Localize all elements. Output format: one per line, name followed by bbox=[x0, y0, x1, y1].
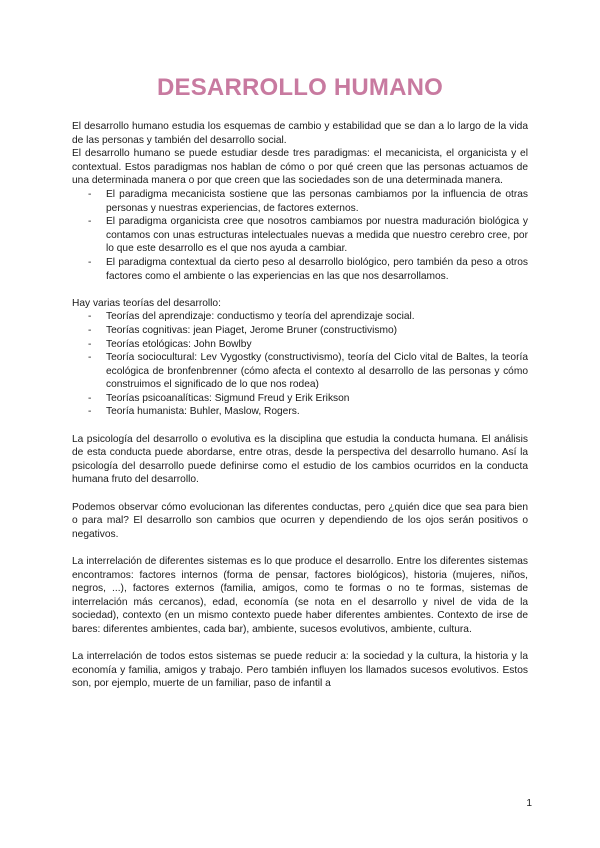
paragraph-spacer bbox=[72, 541, 528, 555]
list-item-theory-cognitive: - Teorías cognitivas: jean Piaget, Jerome Bruner (constructivismo) bbox=[106, 324, 528, 338]
intro-paragraph-1: El desarrollo humano estudia los esquemas de cambio y estabilidad que se dan a lo largo de la vida de las personas y también del desarrollo social. bbox=[72, 121, 528, 146]
page-number: 1 bbox=[526, 798, 532, 809]
list-item-theory-learning: - Teorías del aprendizaje: conductismo y teoría del aprendizaje social. bbox=[106, 310, 528, 324]
theories-intro: Hay varias teorías del desarrollo: bbox=[72, 297, 221, 309]
paradigms-list bbox=[72, 188, 528, 283]
theories-list bbox=[72, 310, 528, 419]
list-item-paradigm-contextual: - El paradigma contextual da cierto peso al desarrollo biológico, pero también da peso a otros factores como el ambiente o las experiencias en las que nos desarrollamos. bbox=[106, 256, 528, 283]
paragraph-spacer bbox=[72, 419, 528, 433]
list-item-theory-sociocultural: - Teoría sociocultural: Lev Vygostky (constructivismo), teoría del Ciclo vital de Baltes, la teoría ecológica de bronfenbrenner (cómo afecta el contexto al desarrollo de las personas y cómo construimos el significado de lo que nos rodea) bbox=[106, 351, 528, 392]
systems-paragraph: La interrelación de diferentes sistemas es lo que produce el desarrollo. Entre los diferentes sistemas encontramos: factores internos (forma de pensar, factores biológicos), historia (mujeres, niños, negros, ...), factores externos (familia, amigos, como te formas o no te formas, sistemas de interrelación más cercanos), edad, economía (se nota en el desarrollo y nivel de vida de la sociedad), contexto (en un mismo contexto puede haber diferentes ambientes. Contexto de irse de bares: diferentes ambientes, cada bar), ambiente, sucesos evolutivos, ambiente, cultura. bbox=[72, 556, 528, 635]
evolution-paragraph: Podemos observar cómo evolucionan las diferentes conductas, pero ¿quién dice que sea para bien o para mal? El desarrollo son cambios que ocurren y dependiendo de los ojos serán positivos o negativos. bbox=[72, 501, 528, 540]
paragraph-spacer bbox=[72, 637, 528, 651]
list-item-paradigm-mechanicist: - El paradigma mecanicista sostiene que las personas cambiamos por la influencia de otras personas y nuestras experiencias, de factores externos. bbox=[106, 188, 528, 215]
psychology-paragraph: La psicología del desarrollo o evolutiva es la disciplina que estudia la conducta humana. El análisis de esta conducta puede abordarse, entre otras, desde la perspectiva del desarrollo humano. Así la psicología del desarrollo puede definirse como el estudio de los cambios ocurridos en la conducta humana fruto del desarrollo. bbox=[72, 433, 528, 486]
list-item-theory-ethological: - Teorías etológicas: John Bowlby bbox=[106, 338, 528, 352]
list-item-theory-psychoanalytic: - Teorías psicoanalíticas: Sigmund Freud y Erik Erikson bbox=[106, 392, 528, 406]
document-title: DESARROLLO HUMANO bbox=[156, 74, 444, 101]
document-body bbox=[72, 120, 528, 691]
intro-paragraph-2: El desarrollo humano se puede estudiar desde tres paradigmas: el mecanicista, el organicista y el contextual. Estos paradigmas nos hablan de cómo o por qué creen que las personas actuamos de una determinada manera o por que creen que las sociedades son de una determinada manera. bbox=[72, 148, 528, 187]
list-item-theory-humanist: - Teoría humanista: Buhler, Maslow, Rogers. bbox=[106, 405, 528, 419]
paragraph-spacer bbox=[72, 487, 528, 501]
reduce-paragraph: La interrelación de todos estos sistemas se puede reducir a: la sociedad y la cultura, la historia y la economía y familia, amigos y trabajo. Pero también influyen los llamados sucesos evolutivos. Estos son, por ejemplo, muerte de un familiar, paso de infantil a bbox=[72, 651, 528, 690]
list-item-paradigm-organicist: - El paradigma organicista cree que nosotros cambiamos por nuestra maduración biológica y contamos con unas estructuras intelectuales nuevas a medida que nuestro cerebro cree, por lo que este desarrollo es el que nos ayuda a cambiar. bbox=[106, 215, 528, 256]
paragraph-spacer bbox=[72, 283, 528, 297]
